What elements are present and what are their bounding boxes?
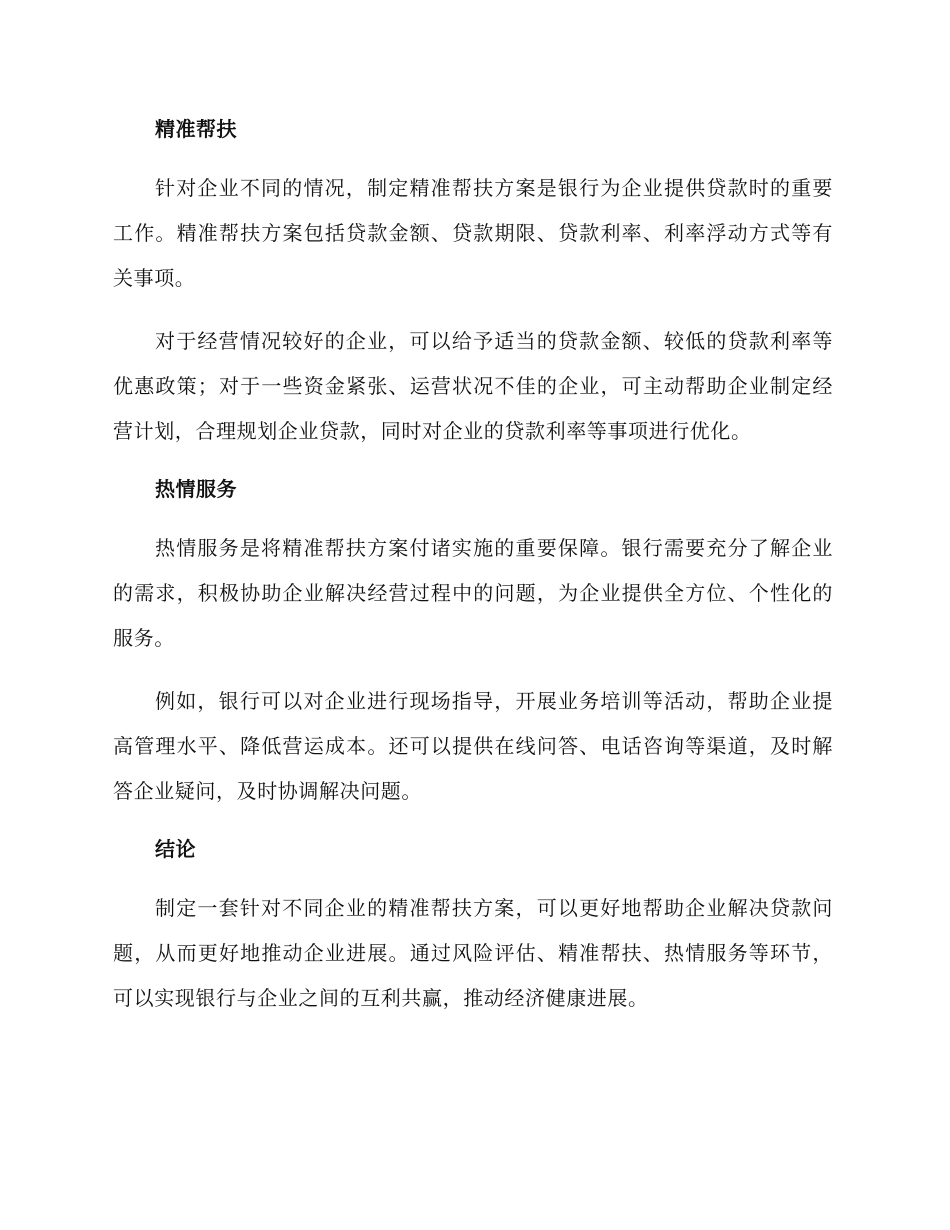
paragraph: 针对企业不同的情况，制定精准帮扶方案是银行为企业提供贷款时的重要工作。精准帮扶方案包括贷款金额、贷款期限、贷款利率、利率浮动方式等有关事项。 bbox=[113, 176, 833, 290]
section-heading-precise-assistance: 精准帮扶 bbox=[155, 117, 237, 141]
paragraph: 对于经营情况较好的企业，可以给予适当的贷款金额、较低的贷款利率等优惠政策；对于一些资金紧张、运营状况不佳的企业，可主动帮助企业制定经营计划，合理规划企业贷款，同时对企业的贷款利率等事项进行优化。 bbox=[113, 329, 833, 443]
paragraph: 热情服务是将精准帮扶方案付诸实施的重要保障。银行需要充分了解企业的需求，积极协助企业解决经营过程中的问题，为企业提供全方位、个性化的服务。 bbox=[113, 536, 833, 650]
document-body bbox=[113, 112, 833, 1021]
paragraph: 例如，银行可以对企业进行现场指导，开展业务培训等活动，帮助企业提高管理水平、降低营运成本。还可以提供在线问答、电话咨询等渠道，及时解答企业疑问，及时协调解决问题。 bbox=[113, 689, 833, 803]
section-heading-warm-service: 热情服务 bbox=[155, 477, 237, 501]
paragraph: 制定一套针对不同企业的精准帮扶方案，可以更好地帮助企业解决贷款问题，从而更好地推动企业进展。通过风险评估、精准帮扶、热情服务等环节，可以实现银行与企业之间的互利共赢，推动经济健康进展。 bbox=[113, 896, 833, 1010]
section-heading-conclusion: 结论 bbox=[155, 837, 196, 861]
